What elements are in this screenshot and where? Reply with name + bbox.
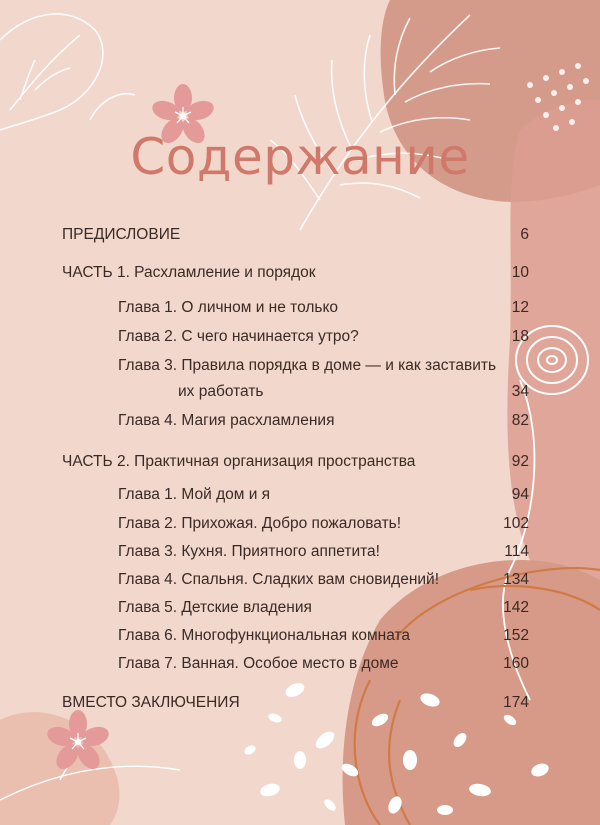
toc-entry-conclusion[interactable] (62, 692, 529, 714)
toc-page-number: 174 (503, 694, 529, 711)
toc-entry-chapter[interactable] (118, 355, 529, 377)
toc-entry-label: Глава 3. Правила порядка в доме — и как заставить (118, 357, 497, 374)
toc-entry-label: Глава 1. О личном и не только (118, 299, 339, 316)
toc-entry-chapter-continued[interactable] (178, 381, 529, 403)
toc-page-number: 134 (503, 571, 529, 588)
toc-entry-label: ВМЕСТО ЗАКЛЮЧЕНИЯ (62, 694, 240, 711)
toc-entry-chapter[interactable] (118, 484, 529, 506)
toc-page-number: 34 (511, 383, 529, 400)
toc-entry-label: Глава 4. Спальня. Сладких вам сновидений! (118, 571, 440, 588)
toc-page-number: 160 (503, 655, 529, 672)
toc-entry-label: Глава 4. Магия расхламления (118, 412, 335, 429)
toc-page-number: 142 (503, 599, 529, 616)
toc-entry-chapter[interactable] (118, 513, 529, 535)
toc-entry-label: Глава 3. Кухня. Приятного аппетита! (118, 543, 380, 560)
toc-page-number: 114 (504, 543, 529, 560)
toc-page-number: 6 (520, 226, 529, 243)
toc-entry-label: Глава 5. Детские владения (118, 599, 312, 616)
toc-entry-part2[interactable] (62, 451, 529, 473)
toc-entry-chapter[interactable] (118, 625, 529, 647)
toc-entry-chapter[interactable] (118, 541, 529, 563)
page-title: Содержание (130, 128, 470, 186)
toc-page-number: 92 (511, 453, 529, 470)
toc-entry-chapter[interactable] (118, 653, 529, 675)
toc-entry-label: ЧАСТЬ 1. Расхламление и порядок (62, 264, 316, 281)
toc-page-number: 18 (511, 328, 529, 345)
toc-entry-chapter[interactable] (118, 569, 529, 591)
toc-entry-label: ПРЕДИСЛОВИЕ (62, 226, 181, 243)
toc-entry-label: Глава 1. Мой дом и я (118, 486, 271, 503)
toc-page-number: 82 (511, 412, 529, 429)
toc-entry-label: ЧАСТЬ 2. Практичная организация пространства (62, 453, 416, 470)
toc-entry-chapter[interactable] (118, 597, 529, 619)
toc-page-number: 94 (511, 486, 529, 503)
toc-entry-foreword[interactable] (62, 224, 529, 246)
toc-entry-chapter[interactable] (118, 297, 529, 319)
toc-entry-label: Глава 2. С чего начинается утро? (118, 328, 359, 345)
toc-entry-chapter[interactable] (118, 326, 529, 348)
toc-entry-label: Глава 2. Прихожая. Добро пожаловать! (118, 515, 402, 532)
toc-page-number: 10 (511, 264, 529, 281)
toc-entry-part1[interactable] (62, 262, 529, 284)
toc-entry-chapter[interactable] (118, 410, 529, 432)
toc-page-number: 102 (503, 515, 529, 532)
toc-entry-label: Глава 6. Многофункциональная комната (118, 627, 411, 644)
toc-page-number: 152 (503, 627, 529, 644)
toc-page-number: 12 (511, 299, 529, 316)
toc-entry-label-continued: их работать (178, 383, 264, 400)
toc-entry-label: Глава 7. Ванная. Особое место в доме (118, 655, 399, 672)
